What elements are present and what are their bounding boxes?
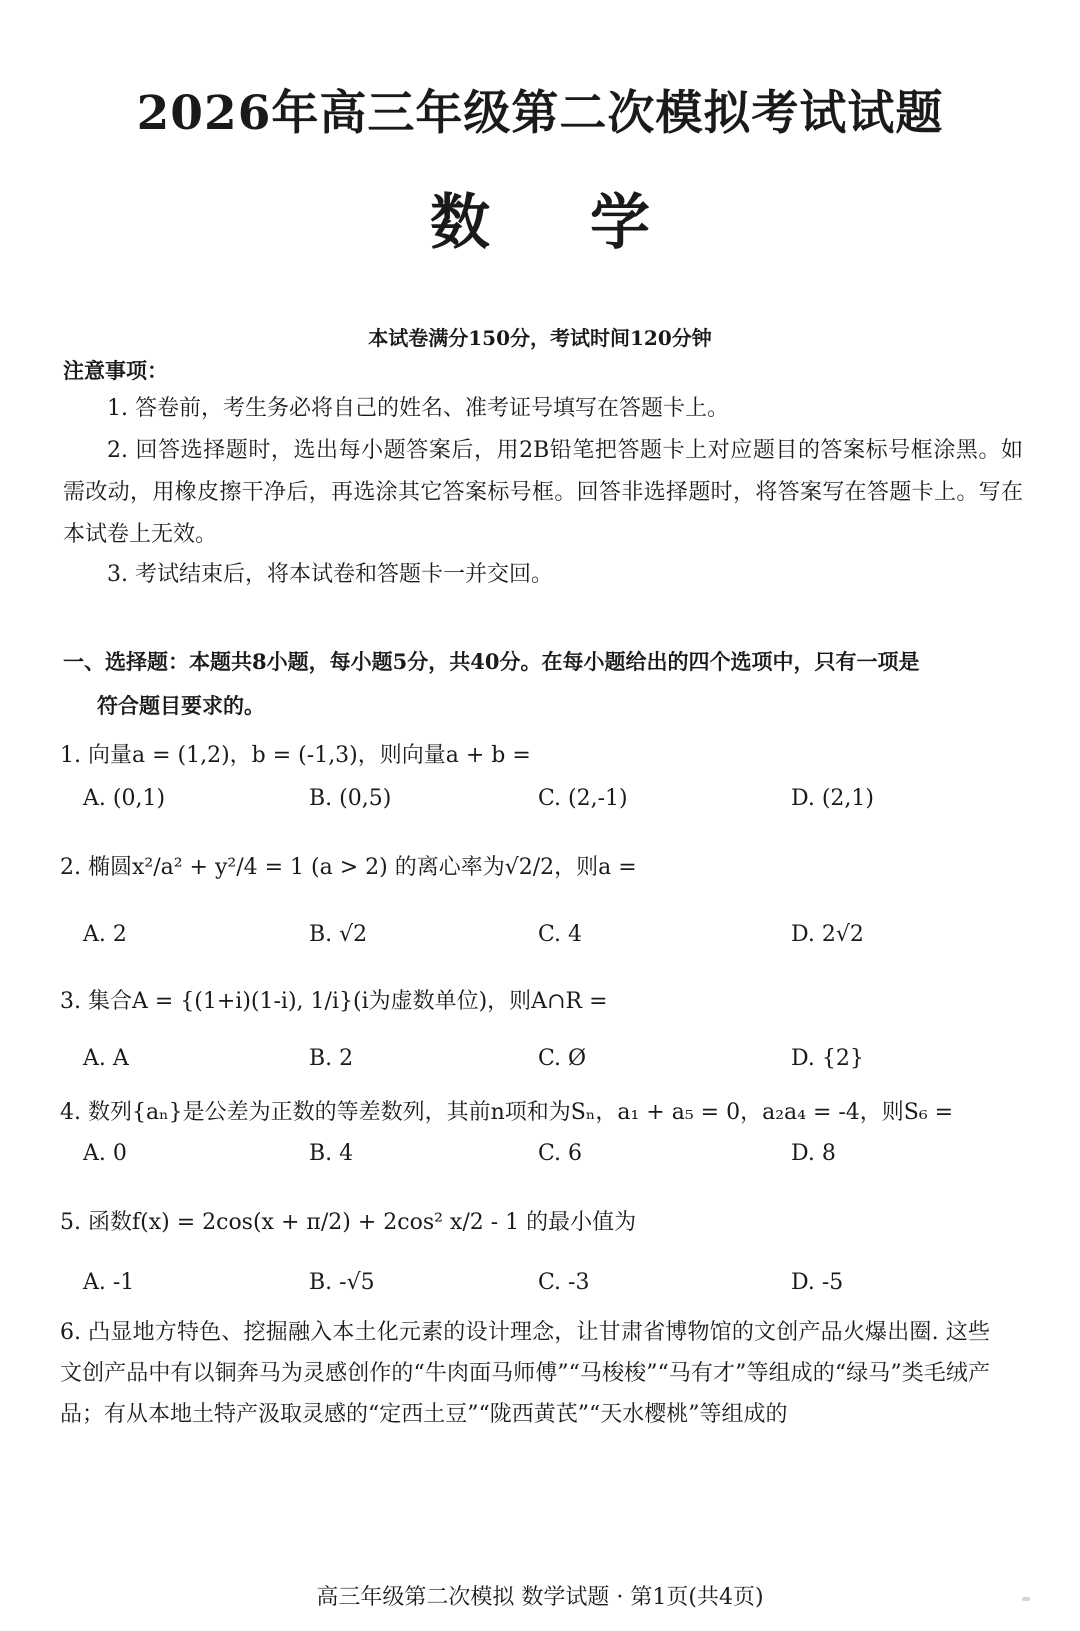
option-b: B. 4 — [309, 1141, 354, 1166]
option-c: C. -3 — [538, 1270, 590, 1295]
corner-mark — [1022, 1597, 1030, 1601]
option-a: A. -1 — [83, 1270, 135, 1295]
option-d: D. {2} — [791, 1046, 864, 1071]
question-5-options — [83, 1270, 1043, 1300]
question-2-options — [83, 922, 1043, 952]
question-4-options — [83, 1141, 1043, 1171]
question-3-stem: 3. 集合A = {(1+i)(1-i), 1/i}(i为虚数单位)，则A∩R = — [60, 989, 608, 1014]
question-5-stem: 5. 函数f(x) = 2cos(x + π/2) + 2cos² x/2 - 1 的最小值为 — [60, 1210, 637, 1235]
score-time-line: 本试卷满分150分，考试时间120分钟 — [368, 326, 712, 350]
option-a: A. (0,1) — [83, 786, 166, 811]
option-d: D. 8 — [791, 1141, 836, 1166]
question-1-stem: 1. 向量a = (1,2)，b = (-1,3)，则向量a + b = — [60, 743, 531, 768]
notice-item-3: 3. 考试结束后，将本试卷和答题卡一并交回。 — [107, 562, 553, 587]
option-b: B. (0,5) — [309, 786, 392, 811]
notice-heading: 注意事项： — [63, 358, 168, 383]
option-d: D. (2,1) — [791, 786, 874, 811]
option-a: A. 2 — [83, 922, 127, 947]
exam-title: 2026年高三年级第二次模拟考试试题 — [136, 86, 944, 141]
notice-item-1: 1. 答卷前，考生务必将自己的姓名、准考证号填写在答题卡上。 — [107, 396, 729, 421]
notice-item-2: 2. 回答选择题时，选出每小题答案后，用2B铅笔把答题卡上对应题目的答案标号框涂黑。如需改动，用橡皮擦干净后，再选涂其它答案标号框。回答非选择题时，将答案写在答题卡上。写在本试卷上无效。 — [63, 438, 1023, 547]
option-c: C. (2,-1) — [538, 786, 628, 811]
option-a: A. A — [83, 1046, 129, 1071]
option-c: C. 6 — [538, 1141, 583, 1166]
section-heading — [63, 640, 1023, 728]
option-a: A. 0 — [83, 1141, 127, 1166]
question-4-stem: 4. 数列{aₙ}是公差为正数的等差数列，其前n项和为Sₙ，a₁ + a₅ = 0，a₂a₄ = -4，则S₆ = — [60, 1100, 954, 1125]
section-heading-cont: 符合题目要求的。 — [97, 693, 265, 718]
option-d: D. 2√2 — [791, 922, 864, 947]
question-2-stem: 2. 椭圆x²/a² + y²/4 = 1 (a > 2) 的离心率为√2/2，则a = — [60, 855, 637, 880]
option-b: B. 2 — [309, 1046, 354, 1071]
subject-title: 数学 — [430, 188, 750, 258]
question-3-options — [83, 1046, 1043, 1076]
option-b: B. √2 — [309, 922, 368, 947]
option-c: C. Ø — [538, 1046, 587, 1071]
option-b: B. -√5 — [309, 1270, 375, 1295]
section-heading-text: 一、选择题：本题共8小题，每小题5分，共40分。在每小题给出的四个选项中，只有一项是 — [63, 649, 920, 674]
option-c: C. 4 — [538, 922, 583, 947]
question-1-options — [83, 786, 1043, 816]
page-footer: 高三年级第二次模拟 数学试题 · 第1页(共4页) — [316, 1585, 764, 1610]
question-6-stem: 6. 凸显地方特色、挖掘融入本土化元素的设计理念，让甘肃省博物馆的文创产品火爆出圈. 这些文创产品中有以铜奔马为灵感创作的“牛肉面马师傅”“马梭梭”“马有才”等组成的“绿马”类毛绒产品；有从本地土特产汲取灵感的“定西土豆”“陇西黄芪”“天水樱桃”等组成的 — [60, 1320, 990, 1427]
option-d: D. -5 — [791, 1270, 844, 1295]
